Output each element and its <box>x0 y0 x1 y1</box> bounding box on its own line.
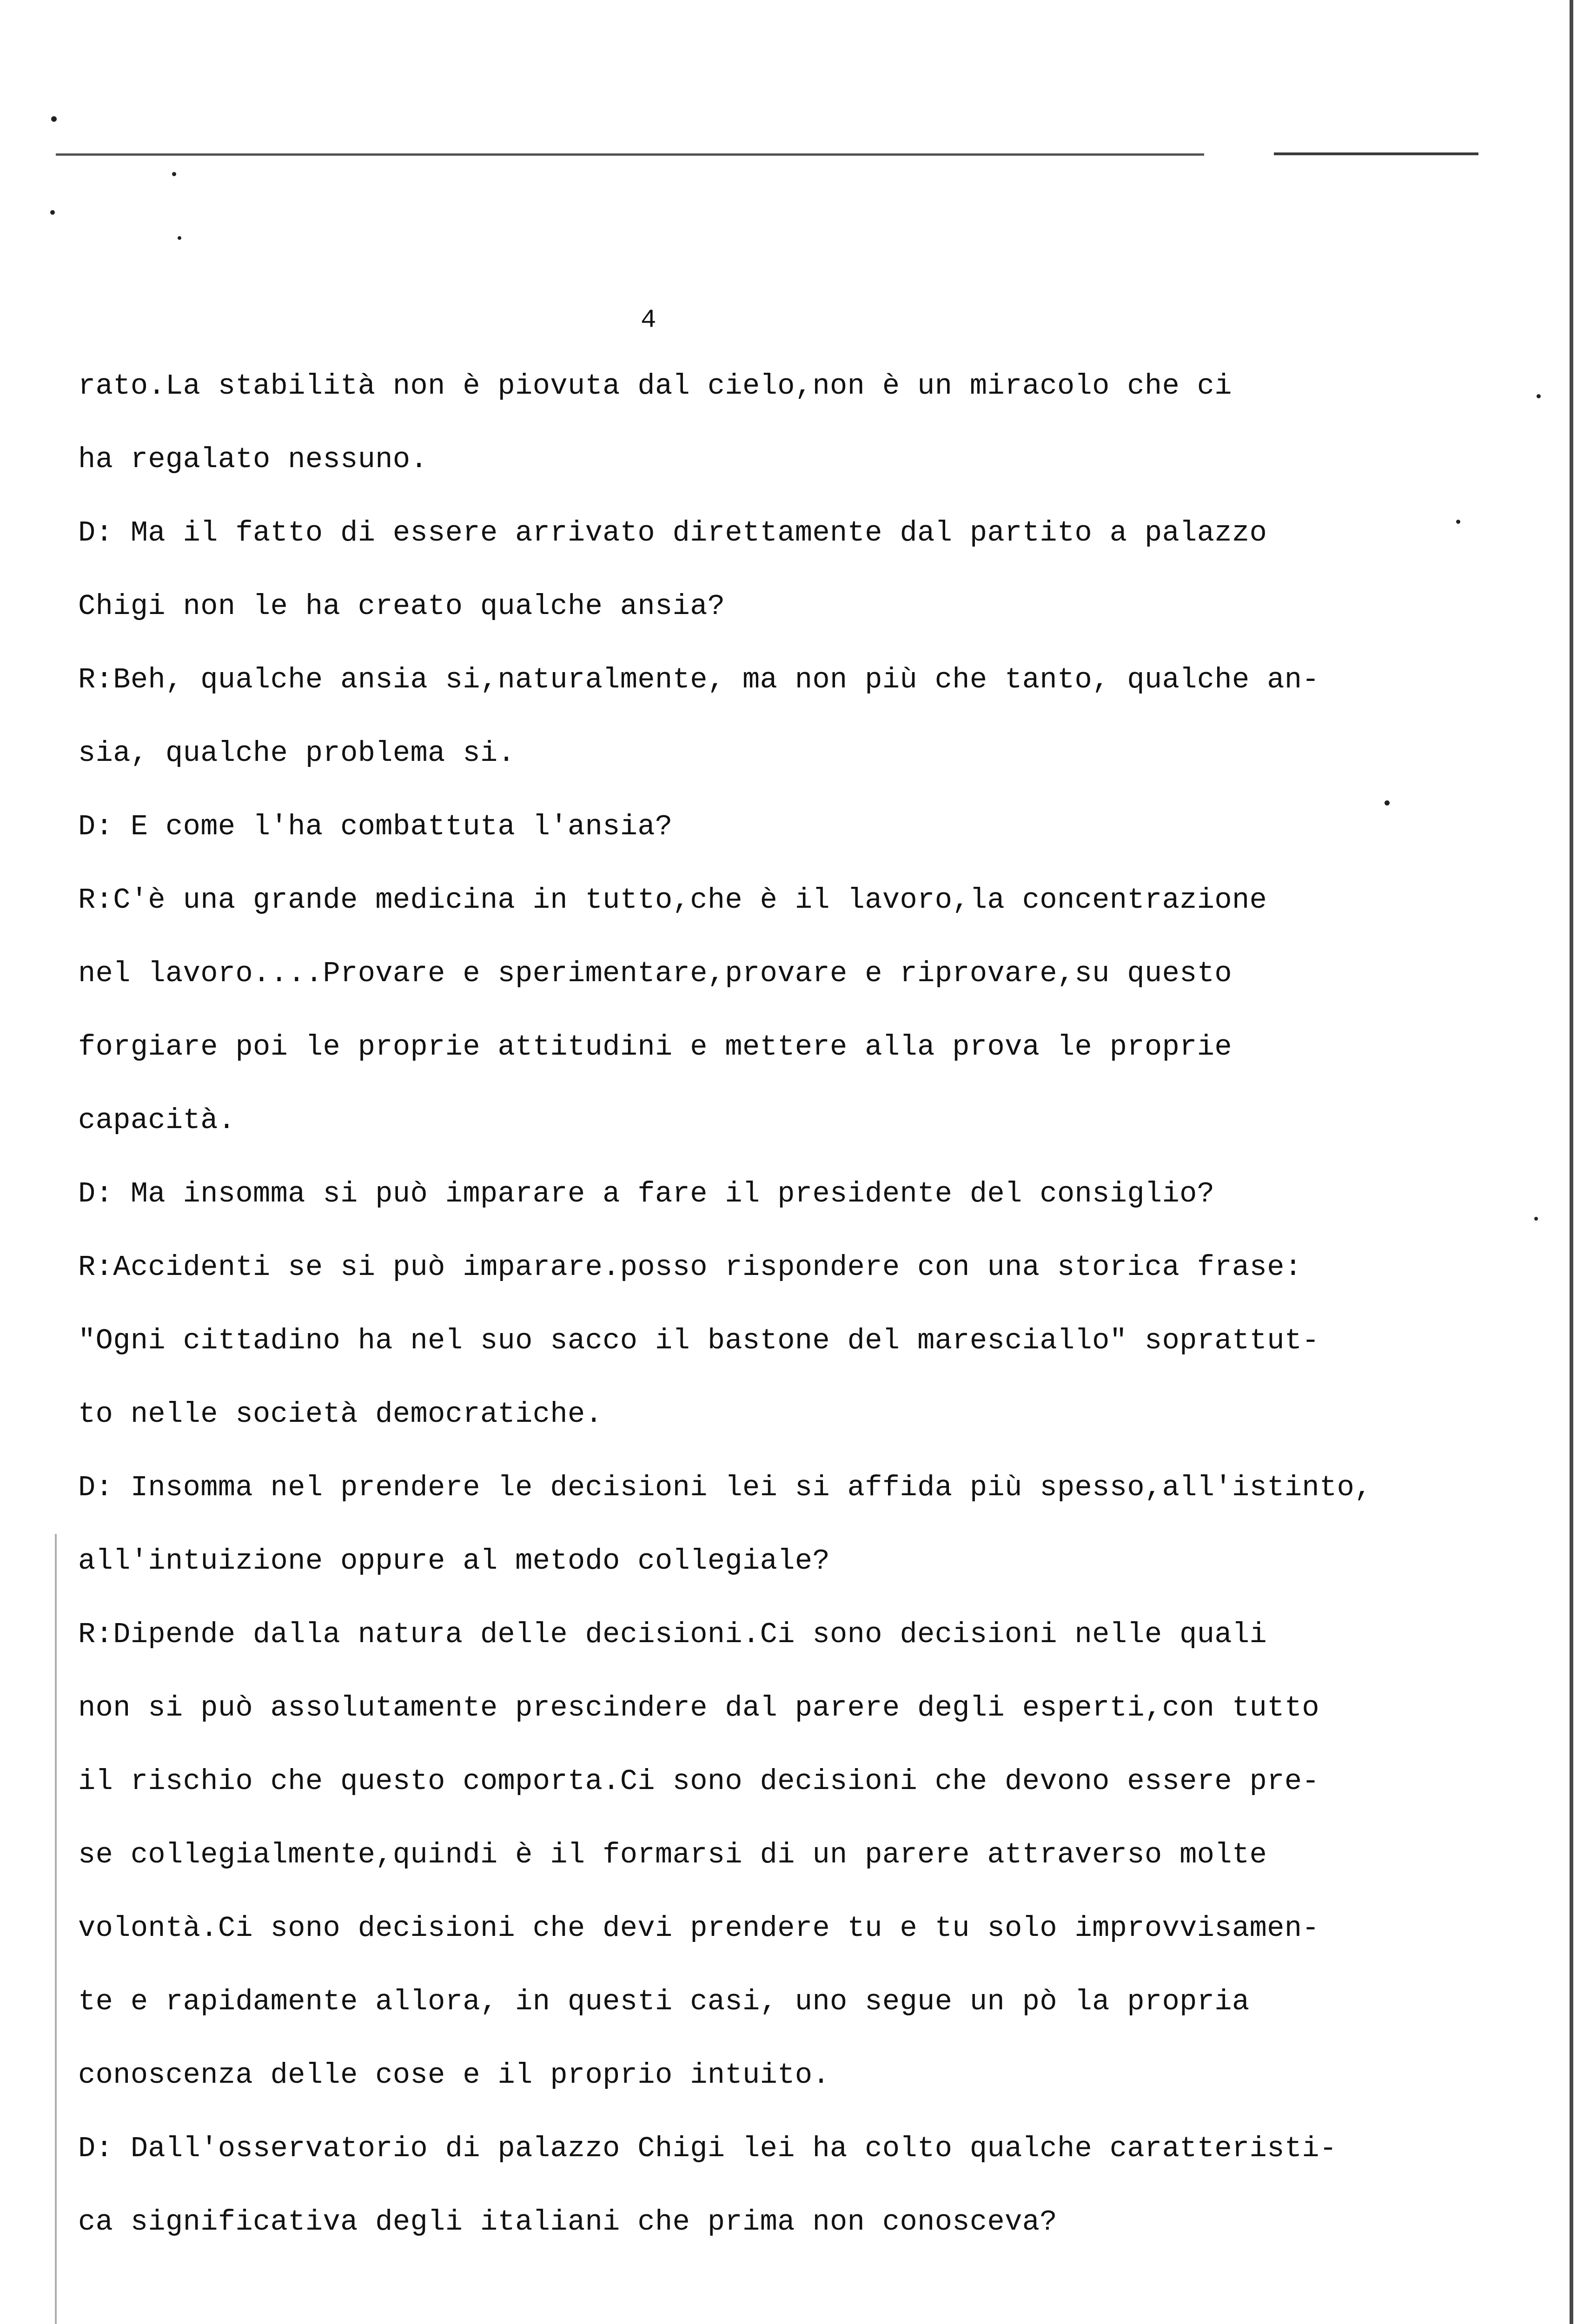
text-line: volontà.Ci sono decisioni che devi prendere tu e tu solo improvvisamen- <box>78 1912 1320 1945</box>
text-line: D: Dall'osservatorio di palazzo Chigi lei ha colto qualche caratteristi- <box>78 2132 1337 2165</box>
scan-speck <box>172 172 176 176</box>
text-line: R:Dipende dalla natura delle decisioni.Ci sono decisioni nelle quali <box>78 1618 1267 1651</box>
text-line: D: Ma insomma si può imparare a fare il presidente del consiglio? <box>78 1177 1215 1210</box>
text-line: te e rapidamente allora, in questi casi, uno segue un pò la propria <box>78 1985 1250 2018</box>
text-line: ca significativa degli italiani che prima non conosceva? <box>78 2205 1057 2238</box>
text-line: R:C'è una grande medicina in tutto,che è il lavoro,la concentrazione <box>78 884 1267 917</box>
text-line: se collegialmente,quindi è il formarsi di un parere attraverso molte <box>78 1838 1267 1871</box>
text-line: ha regalato nessuno. <box>78 443 428 476</box>
text-line: all'intuizione oppure al metodo collegiale? <box>78 1545 830 1578</box>
text-line: sia, qualche problema si. <box>78 737 516 770</box>
scan-speck <box>1537 394 1541 398</box>
text-line: non si può assolutamente prescindere dal parere degli esperti,con tutto <box>78 1691 1320 1724</box>
text-line: conoscenza delle cose e il proprio intuito. <box>78 2059 830 2092</box>
text-line: nel lavoro....Provare e sperimentare,provare e riprovare,su questo <box>78 957 1232 990</box>
text-line: D: Ma il fatto di essere arrivato direttamente dal partito a palazzo <box>78 516 1267 549</box>
scan-speck <box>50 210 55 215</box>
right-scan-edge <box>1570 0 1573 2324</box>
text-line: to nelle società democratiche. <box>78 1398 603 1431</box>
text-line: D: E come l'ha combattuta l'ansia? <box>78 810 673 843</box>
text-line: D: Insomma nel prendere le decisioni lei si affida più spesso,all'istinto, <box>78 1471 1372 1504</box>
scan-speck <box>1456 520 1460 524</box>
scan-speck <box>1534 1217 1538 1221</box>
text-line: R:Accidenti se si può imparare.posso rispondere con una storica frase: <box>78 1251 1302 1284</box>
text-line: R:Beh, qualche ansia si,naturalmente, ma non più che tanto, qualche an- <box>78 663 1320 696</box>
top-rule <box>56 153 1204 156</box>
text-line: "Ogni cittadino ha nel suo sacco il bastone del maresciallo" soprattut- <box>78 1324 1320 1357</box>
page-number: 4 <box>641 305 656 335</box>
text-line: il rischio che questo comporta.Ci sono decisioni che devono essere pre- <box>78 1765 1320 1798</box>
scan-speck <box>51 116 57 122</box>
scan-speck <box>1385 800 1390 805</box>
text-line: capacità. <box>78 1104 236 1137</box>
left-margin-mark <box>55 1534 57 2324</box>
text-line: rato.La stabilità non è piovuta dal cielo,non è un miracolo che ci <box>78 370 1232 403</box>
text-line: Chigi non le ha creato qualche ansia? <box>78 590 725 623</box>
top-rule-right <box>1274 152 1478 155</box>
text-line: forgiare poi le proprie attitudini e mettere alla prova le proprie <box>78 1030 1232 1063</box>
scan-speck <box>178 236 181 240</box>
